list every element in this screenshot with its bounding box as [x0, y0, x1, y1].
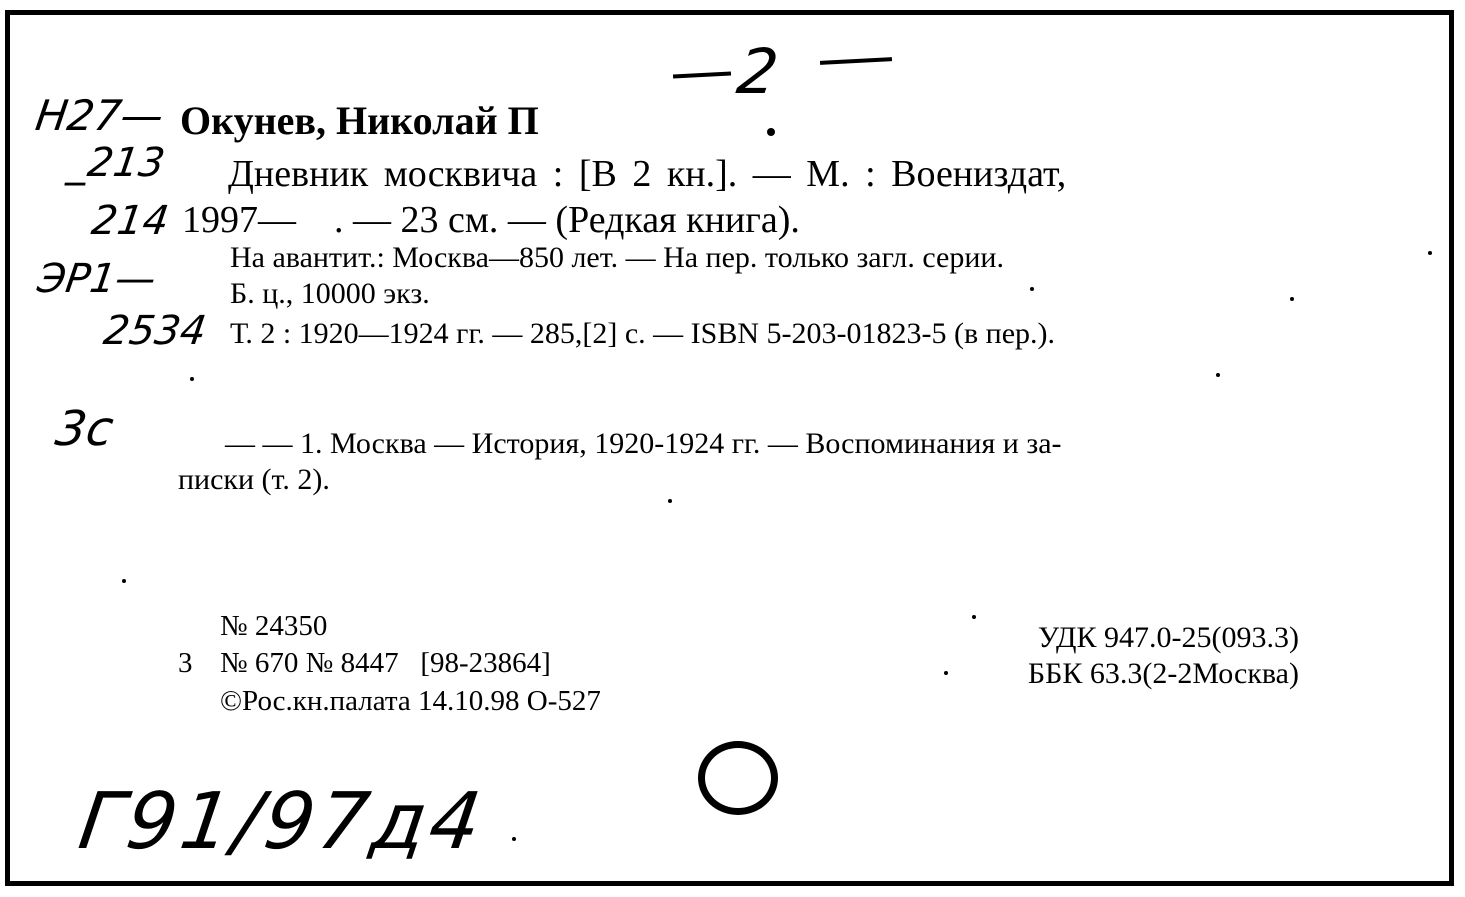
registration-numbers: № 670 № 8447 [98-23864] — [220, 647, 551, 679]
handwritten-shelf-mark: Г91/97д4 — [73, 777, 491, 867]
speck — [668, 499, 672, 503]
udk-code: УДК 947.0-25(093.3) — [1037, 621, 1299, 654]
subject-line-2: писки (т. 2). — [178, 463, 330, 496]
handwritten-marker: 3с — [52, 401, 117, 457]
page-number-dash-right — [820, 57, 892, 65]
index-digit: 3 — [178, 647, 193, 679]
speck — [1290, 297, 1294, 301]
subject-line-1: — — 1. Москва — История, 1920-1924 гг. — Воспоминания и за- — [225, 427, 1062, 460]
speck — [1030, 287, 1034, 291]
ink-dot — [767, 128, 775, 136]
copyright-line: ©Рос.кн.палата 14.10.98 О-527 — [220, 685, 601, 717]
author-heading: Окунев, Николай П — [180, 98, 539, 143]
handwritten-call-number-4: ЭР1— — [34, 256, 159, 302]
volume-line: Т. 2 : 1920—1924 гг. — 285,[2] с. — ISBN 5-203-01823-5 (в пер.). — [230, 317, 1056, 350]
note-line-2: Б. ц., 10000 экз. — [230, 277, 430, 310]
page-number: 2 — [732, 35, 783, 108]
bbk-code: ББК 63.3(2-2Москва) — [1027, 657, 1299, 690]
handwritten-call-number-3: 214 — [88, 198, 172, 244]
speck — [944, 671, 948, 675]
speck — [1428, 251, 1432, 255]
speck — [122, 579, 126, 583]
speck — [972, 615, 976, 619]
handwritten-call-number-2: _213 — [64, 140, 168, 186]
note-line-1: На авантит.: Москва—850 лет. — На пер. только загл. серии. — [230, 241, 1004, 274]
speck — [190, 377, 194, 381]
title-line-1: Дневник москвича : [В 2 кн.]. — М. : Воениздат, — [228, 153, 1067, 195]
speck — [1216, 373, 1220, 377]
speck — [512, 837, 516, 841]
record-number: № 24350 — [220, 610, 328, 642]
catalog-card — [5, 10, 1454, 886]
handwritten-call-number-5: 2534 — [100, 308, 210, 354]
handwritten-call-number-1: Н27— — [32, 91, 167, 140]
title-line-2: 1997— . — 23 см. — (Редкая книга). — [182, 199, 800, 241]
page-number-dash-left — [673, 71, 731, 78]
punch-hole-circle — [698, 741, 778, 815]
